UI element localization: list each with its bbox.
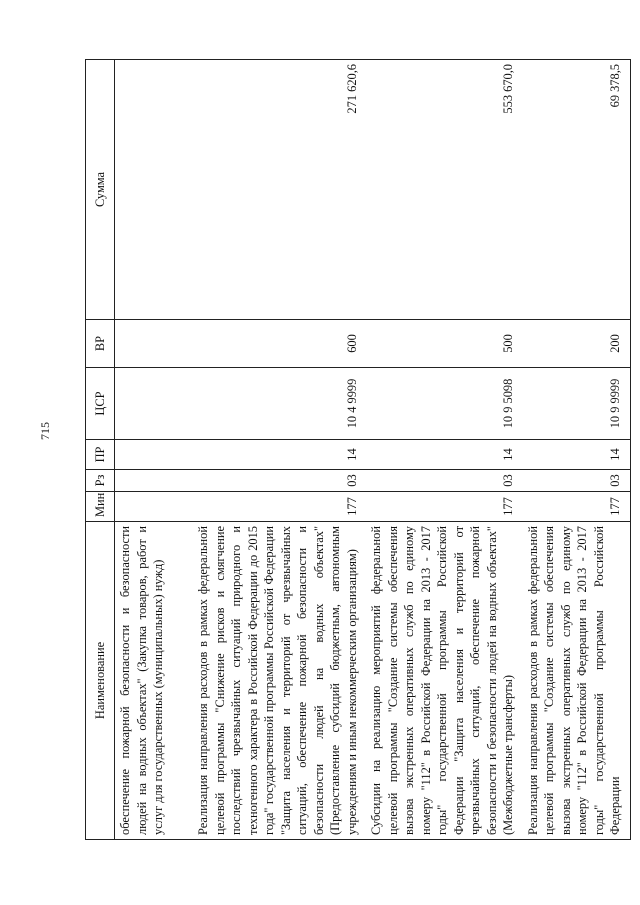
row-pr	[115, 440, 194, 470]
row-csr: 10 9 5098	[366, 368, 523, 440]
header-min: Мин	[86, 492, 115, 522]
row-vr: 600	[193, 320, 366, 368]
row-rz	[115, 470, 194, 492]
row-sum: 553 670,0	[366, 60, 523, 320]
row-name: Реализация направления расходов в рамках федеральной целевой программы "Создание системы обеспечения вызова экстренных оперативных служб по единому номеру "112" в Российской Федерации на 2013 - 2017 годы" государственной программы Российской Федерации	[523, 522, 631, 840]
row-sum: 271 620,6	[193, 60, 366, 320]
row-csr	[115, 368, 194, 440]
header-name: Наименование	[86, 522, 115, 840]
header-vr: ВР	[86, 320, 115, 368]
row-csr: 10 9 9999	[523, 368, 631, 440]
row-pr: 14	[523, 440, 631, 470]
row-csr: 10 4 9999	[193, 368, 366, 440]
page-number: 715	[38, 422, 52, 440]
table-header-row	[86, 60, 115, 840]
row-sum	[115, 60, 194, 320]
row-min	[115, 492, 194, 522]
table-row	[366, 60, 523, 840]
header-sum: Сумма	[86, 60, 115, 320]
table-row	[115, 60, 194, 840]
row-rz: 03	[366, 470, 523, 492]
row-name: Реализация направления расходов в рамках федеральной целевой программы "Снижение рисков и смягчение последствий чрезвычайных ситуаций природного и техногенного характера в Российской Федерации до 2015 года" государственной программы Российской Федерации "Защита населения и территорий от чрезвычайных ситуаций, обеспечение пожарной безопасности и безопасности людей на водных объектах" (Предоставление субсидий бюджетным, автономным учреждениям и иным некоммерческим организациям)	[193, 522, 366, 840]
budget-table	[85, 59, 631, 840]
header-rz: Рз	[86, 470, 115, 492]
row-name: обеспечение пожарной безопасности и безопасности людей на водных объектах" (Закупка товаров, работ и услуг для государственных (муниципальных) нужд)	[115, 522, 194, 840]
row-pr: 14	[193, 440, 366, 470]
header-pr: ПР	[86, 440, 115, 470]
row-min: 177	[366, 492, 523, 522]
row-rz: 03	[523, 470, 631, 492]
header-csr: ЦСР	[86, 368, 115, 440]
row-min: 177	[193, 492, 366, 522]
row-min: 177	[523, 492, 631, 522]
row-sum: 69 378,5	[523, 60, 631, 320]
rotated-page-content	[85, 60, 622, 840]
row-rz: 03	[193, 470, 366, 492]
row-vr: 200	[523, 320, 631, 368]
row-pr: 14	[366, 440, 523, 470]
row-vr: 500	[366, 320, 523, 368]
table-row	[523, 60, 631, 840]
row-name: Субсидии на реализацию мероприятий федеральной целевой программы "Создание системы обеспечения вызова экстренных оперативных служб по единому номеру "112" в Российской Федерации на 2013 - 2017 годы" государственной программы Российской Федерации "Защита населения и территорий от чрезвычайных ситуаций, обеспечение пожарной безопасности и безопасности людей на водных объектах" (Межбюджетные трансферты)	[366, 522, 523, 840]
row-vr	[115, 320, 194, 368]
table-row	[193, 60, 366, 840]
